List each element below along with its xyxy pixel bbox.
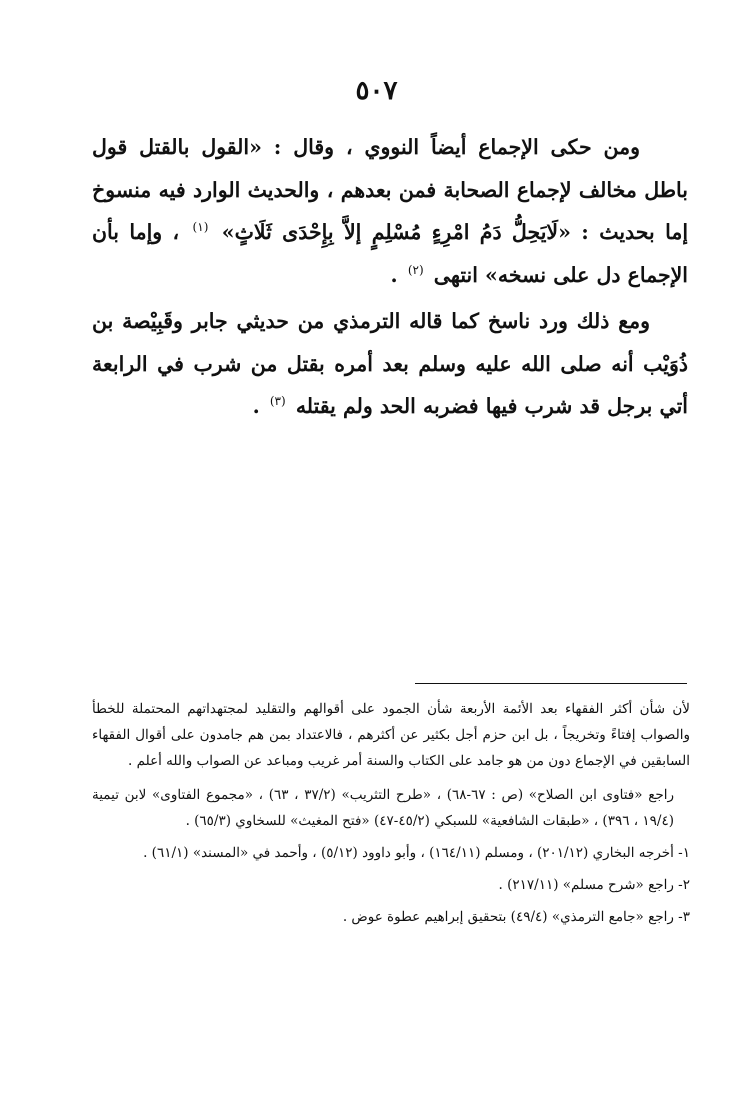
footnote-1: ١- أخرجه البخاري (٢٠١/١٢) ، ومسلم (١٦٤/١١) ، وأبو داوود (٥/١٢) ، وأحمد في «المسند» (٦١/١) . (143, 845, 690, 862)
footnote-ref-1: (١) (192, 220, 209, 235)
footnote-3: ٣- راجع «جامع الترمذي» (٤٩/٤) بتحقيق إبراهيم عطوة عوض . (342, 909, 690, 926)
footnote-ref-2: (٢) (407, 262, 424, 277)
footnote-references: راجع «فتاوى ابن الصلاح» (ص : ٦٧-٦٨) ، «طرح التثريب» (٣٧/٢ ، ٦٣) ، «مجموع الفتاوى» لابن تيمية (١٩/٤ ، ٣٩٦) ، «طبقات الشافعية» للسبكي (٤٥/٢-٤٧) «فتح المغيث» للسخاوي (٦٥/٣) . (92, 786, 674, 829)
main-text (92, 126, 688, 428)
footnote-separator (415, 683, 687, 684)
paragraph-1-text-a: ومن حكى الإجماع أيضاً النووي ، وقال : «القول بالقتل قول باطل مخالف لإجماع الصحابة فمن بعدهم ، والحديث الوارد فيه منسوخ إما بحديث : «لَايَحِلُّ دَمُ امْرِءٍ مُسْلِمٍ إلاَّ بِإِحْدَى ثَلَاثٍ» (92, 135, 689, 244)
footnote-2: ٢- راجع «شرح مسلم» (٢١٧/١١) . (498, 877, 690, 894)
paragraph-2-end: . (252, 394, 260, 418)
paragraph-2-text-a: ومع ذلك ورد ناسخ كما قاله الترمذي من حديثي جابر وقَبِيْصة بن ذُوَيْب أنه صلى الله عليه وسلم بعد أمره بقتل من شرب في الرابعة أتي برجل قد شرب فيها فضربه الحد ولم يقتله (92, 309, 688, 418)
footnote-carry-over: لأن شأن أكثر الفقهاء بعد الأئمة الأربعة شأن الجمود على أقوالهم والتقليد لمجتهداتهم المحتملة للخطأ والصواب إفتاءً وتخريجاً ، بل ابن حزم أجل بكثير عن أكثرهم ، فالاعتداد بمن هم جامدون على أقوال الفقهاء السابقين في الإجماع دون من هو جامد على الكتاب والسنة أمر غريب ومباعد عن الصواب والله أعلم . (92, 701, 690, 770)
footnote-ref-3: (٣) (269, 394, 286, 409)
page-number: ٥٠٧ (355, 76, 398, 106)
paragraph-2 (92, 300, 688, 428)
paragraph-1-end: . (390, 262, 398, 287)
paragraph-1-text-b: ، وإما بأن الإجماع دل على نسخه» انتهى (92, 220, 688, 287)
paragraph-1 (92, 126, 688, 296)
footnotes (92, 696, 690, 937)
